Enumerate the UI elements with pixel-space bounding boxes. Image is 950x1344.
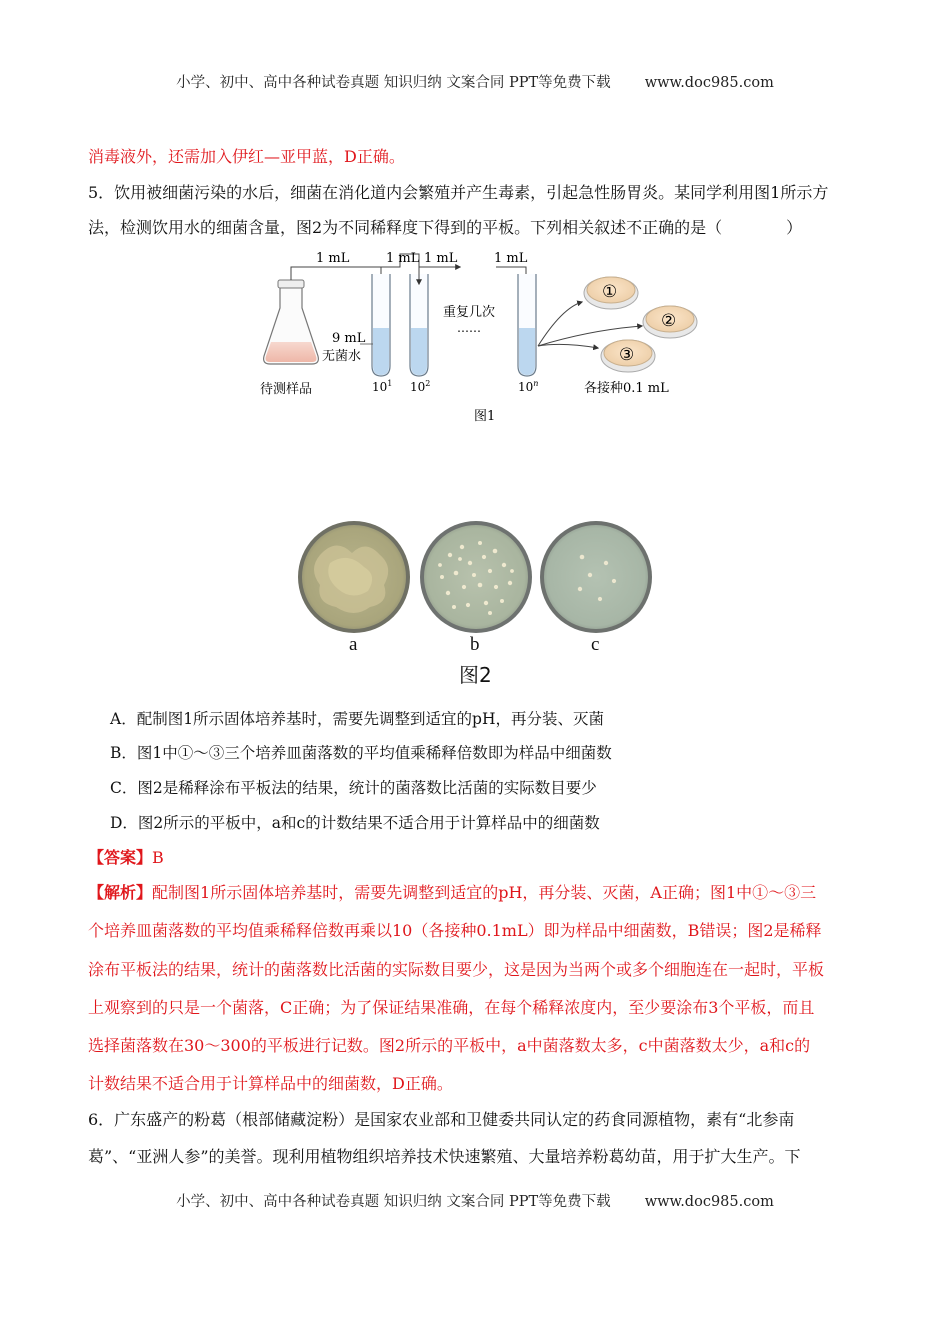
plate-c (540, 521, 652, 633)
option-b: B．图1中①～③三个培养皿菌落数的平均值乘稀释倍数即为样品中细菌数 (110, 744, 612, 762)
answer-value: B (152, 848, 164, 867)
culture-plate-1 (584, 277, 638, 309)
figure-2-plates (290, 515, 660, 645)
sample-flask (264, 280, 319, 364)
header-text: 小学、初中、高中各种试卷真题 知识归纳 文案合同 PPT等免费下载 (176, 75, 611, 91)
figure-1-caption: 图1 (474, 409, 496, 424)
analysis-line-1 (88, 883, 868, 903)
figure-2-caption: 图2 (459, 663, 492, 687)
tube-1-label: $10^1$ (372, 379, 393, 394)
header-site[interactable]: www.doc985.com (644, 75, 774, 91)
plate-b-label: b (470, 634, 480, 655)
volume-label-2: 1 mL (386, 251, 420, 266)
analysis-label: 【解析】 (88, 883, 153, 902)
plate-2-label: ② (661, 311, 677, 331)
transfer-arrow-1 (291, 267, 381, 284)
culture-plate-2 (643, 306, 697, 338)
analysis-line-5: 选择菌落数在30～300的平板进行记数。图2所示的平板中，a中菌落数太多，c中菌落数太少，a和c的 (88, 1036, 811, 1055)
plate-a-label: a (349, 634, 358, 655)
answer-line (88, 848, 868, 868)
flask-label: 待测样品 (260, 382, 313, 397)
plate-arrow-3 (538, 344, 598, 348)
analysis-line-4: 上观察到的只是一个菌落，C正确；为了保证结果准确，在每个稀释浓度内，至少要涂布3个平板，而且 (88, 998, 815, 1017)
plate-c-label: c (591, 634, 600, 655)
page-header (0, 71, 950, 92)
answer-label: 【答案】 (88, 848, 153, 867)
analysis-line-3: 涂布平板法的结果，统计的菌落数比活菌的实际数目要少，这是因为当两个或多个细胞连在一起时，平板 (88, 960, 825, 979)
q6-stem-line-1: 6．广东盛产的粉葛（根部储藏淀粉）是国家农业部和卫健委共同认定的药食同源植物，素有“北参南 (88, 1110, 795, 1129)
tube-2-label: $10^2$ (410, 379, 431, 394)
analysis-line-6: 计数结果不适合用于计算样品中的细菌数，D正确。 (88, 1074, 453, 1093)
footer-text: 小学、初中、高中各种试卷真题 知识归纳 文案合同 PPT等免费下载 (176, 1194, 611, 1210)
plate-3-label: ③ (619, 345, 635, 365)
water-volume-label: 9 mL (332, 331, 366, 346)
tube-n-label: 10$^n$ (518, 379, 539, 394)
test-tube-2 (410, 274, 428, 376)
test-tube-n (518, 274, 536, 376)
q6-stem-line-2: 葛”、“亚洲人参”的美誉。现利用植物组织培养技术快速繁殖、大量培养粉葛幼苗，用于扩大生产。下 (88, 1147, 801, 1166)
q5-stem-line-1: 5．饮用被细菌污染的水后，细菌在消化道内会繁殖并产生毒素，引起急性肠胃炎。某同学利用图1所示方 (88, 183, 829, 202)
volume-label-1: 1 mL (316, 251, 350, 266)
repeat-dots: …… (457, 321, 481, 335)
volume-label-4: 1 mL (494, 251, 528, 266)
plate-a (298, 521, 410, 633)
plate-1-label: ① (602, 282, 618, 302)
volume-label-3: 1 mL (424, 251, 458, 266)
footer-site[interactable]: www.doc985.com (644, 1194, 774, 1210)
q5-stem-line-2: 法，检测饮用水的细菌含量，图2为不同稀释度下得到的平板。下列相关叙述不正确的是（ ） (88, 218, 803, 237)
repeat-label: 重复几次 (443, 305, 496, 320)
test-tube-1 (372, 274, 390, 376)
previous-answer-end: 消毒液外，还需加入伊红—亚甲蓝，D正确。 (88, 147, 405, 166)
analysis-text-1: 配制图1所示固体培养基时，需要先调整到适宜的pH，再分装、灭菌，A正确；图1中①～③三 (152, 883, 817, 902)
water-name-label: 无菌水 (322, 349, 362, 364)
culture-plate-3 (601, 340, 655, 372)
option-d: D．图2所示的平板中，a和c的计数结果不适合用于计算样品中的细菌数 (110, 814, 600, 832)
option-c: C．图2是稀释涂布平板法的结果，统计的菌落数比活菌的实际数目要少 (110, 779, 597, 797)
analysis-line-2: 个培养皿菌落数的平均值乘稀释倍数再乘以10（各接种0.1mL）即为样品中细菌数，B错误；图2是稀释 (88, 921, 822, 940)
page-footer (0, 1190, 950, 1211)
figure-1-diagram (250, 244, 700, 424)
inoculation-label: 各接种0.1 mL (584, 381, 669, 396)
plate-b (420, 521, 532, 633)
option-a: A．配制图1所示固体培养基时，需要先调整到适宜的pH，再分装、灭菌 (110, 710, 604, 728)
